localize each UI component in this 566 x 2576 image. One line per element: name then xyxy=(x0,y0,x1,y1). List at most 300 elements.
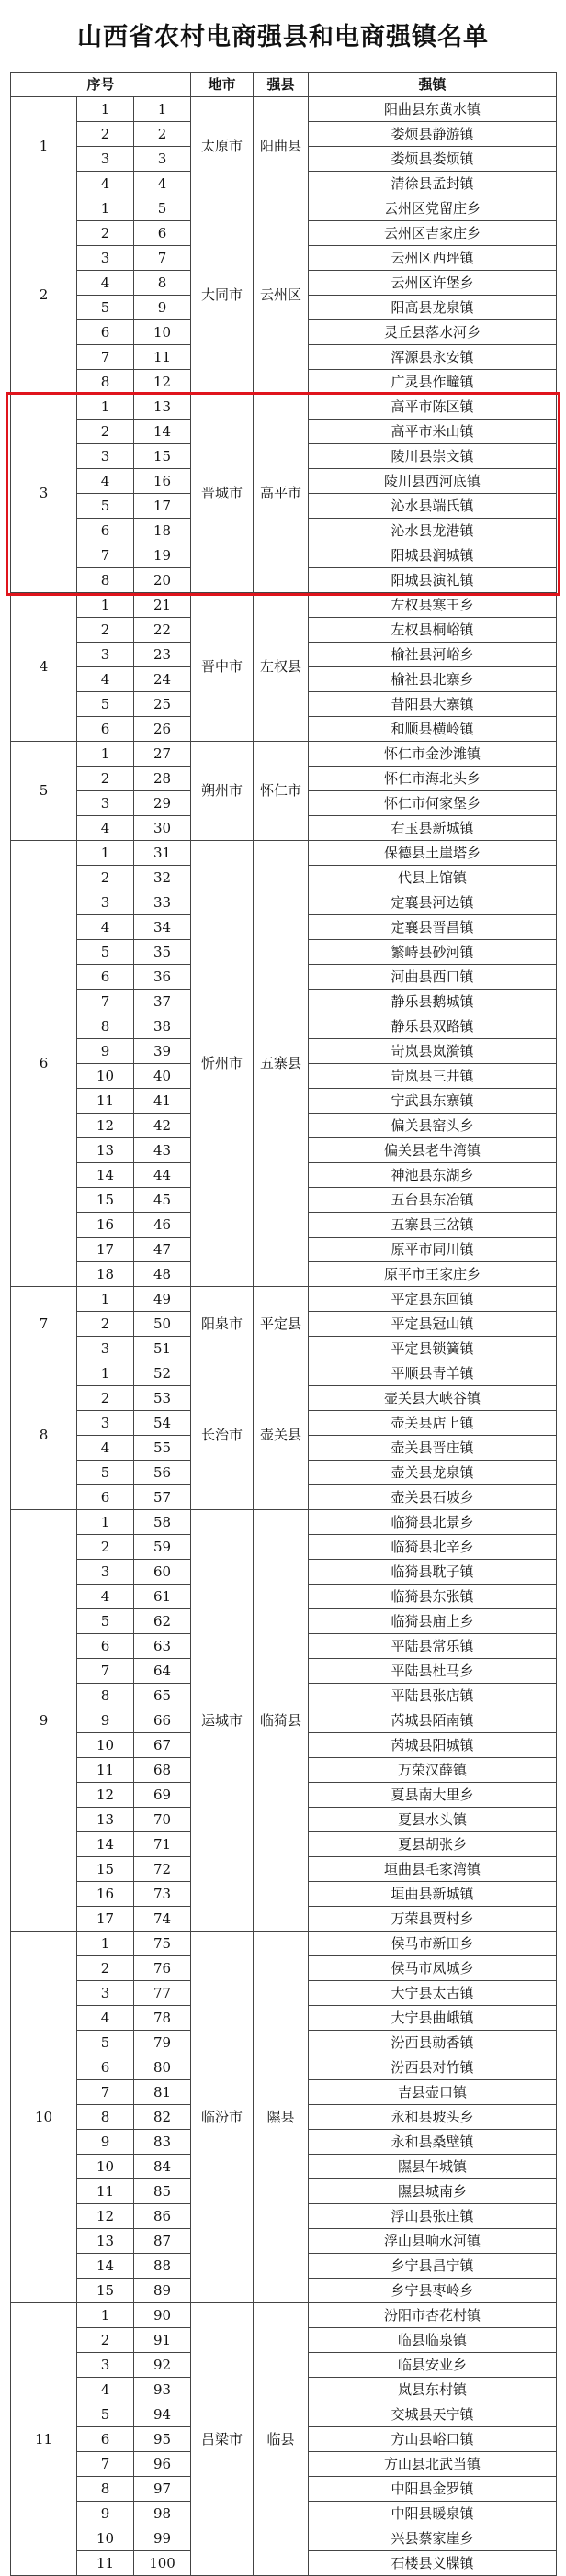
page-title: 山西省农村电商强县和电商强镇名单 xyxy=(77,23,489,51)
global-index: 47 xyxy=(134,1238,191,1262)
town-cell: 右玉县新城镇 xyxy=(309,816,557,841)
local-index: 3 xyxy=(77,1560,134,1585)
local-index: 7 xyxy=(77,543,134,568)
town-cell: 永和县桑壁镇 xyxy=(309,2130,557,2155)
town-cell: 大宁县太古镇 xyxy=(309,1981,557,2006)
town-cell: 方山县北武当镇 xyxy=(309,2452,557,2477)
town-cell: 河曲县西口镇 xyxy=(309,965,557,990)
global-index: 78 xyxy=(134,2006,191,2031)
header-city: 地市 xyxy=(191,73,254,97)
global-index: 89 xyxy=(134,2279,191,2303)
town-cell: 榆社县北寨乡 xyxy=(309,667,557,692)
global-index: 10 xyxy=(134,320,191,345)
town-list-table xyxy=(10,72,557,2576)
local-index: 13 xyxy=(77,1138,134,1163)
local-index: 8 xyxy=(77,2477,134,2502)
city-cell: 长治市 xyxy=(191,1361,254,1510)
local-index: 4 xyxy=(77,1436,134,1461)
local-index: 2 xyxy=(77,420,134,444)
town-cell: 广灵县作疃镇 xyxy=(309,370,557,395)
local-index: 5 xyxy=(77,1609,134,1634)
local-index: 4 xyxy=(77,667,134,692)
global-index: 7 xyxy=(134,246,191,271)
local-index: 17 xyxy=(77,1238,134,1262)
city-cell: 太原市 xyxy=(191,97,254,196)
local-index: 6 xyxy=(77,320,134,345)
global-index: 3 xyxy=(134,147,191,172)
global-index: 98 xyxy=(134,2502,191,2526)
global-index: 60 xyxy=(134,1560,191,1585)
town-cell: 中阳县金罗镇 xyxy=(309,2477,557,2502)
table-row xyxy=(11,395,557,420)
group-number: 9 xyxy=(11,1510,77,1932)
group-number: 10 xyxy=(11,1932,77,2303)
global-index: 41 xyxy=(134,1089,191,1114)
town-cell: 临猗县庙上乡 xyxy=(309,1609,557,1634)
global-index: 81 xyxy=(134,2080,191,2105)
city-cell: 阳泉市 xyxy=(191,1287,254,1361)
global-index: 23 xyxy=(134,643,191,667)
global-index: 45 xyxy=(134,1188,191,1213)
county-cell: 平定县 xyxy=(254,1287,309,1361)
local-index: 15 xyxy=(77,1188,134,1213)
local-index: 9 xyxy=(77,1039,134,1064)
town-cell: 夏县水头镇 xyxy=(309,1808,557,1832)
local-index: 3 xyxy=(77,1411,134,1436)
global-index: 1 xyxy=(134,97,191,122)
global-index: 12 xyxy=(134,370,191,395)
local-index: 2 xyxy=(77,1312,134,1337)
global-index: 14 xyxy=(134,420,191,444)
town-cell: 浮山县张庄镇 xyxy=(309,2204,557,2229)
town-cell: 临猗县北辛乡 xyxy=(309,1535,557,1560)
global-index: 66 xyxy=(134,1708,191,1733)
town-cell: 五台县东冶镇 xyxy=(309,1188,557,1213)
header-county: 强县 xyxy=(254,73,309,97)
town-cell: 和顺县横岭镇 xyxy=(309,717,557,742)
town-cell: 平顺县青羊镇 xyxy=(309,1361,557,1386)
county-cell: 云州区 xyxy=(254,196,309,395)
global-index: 19 xyxy=(134,543,191,568)
town-cell: 芮城县陌南镇 xyxy=(309,1708,557,1733)
global-index: 21 xyxy=(134,593,191,618)
town-cell: 壶关县大峡谷镇 xyxy=(309,1386,557,1411)
global-index: 5 xyxy=(134,196,191,221)
town-cell: 保德县土崖塔乡 xyxy=(309,841,557,866)
global-index: 31 xyxy=(134,841,191,866)
global-index: 6 xyxy=(134,221,191,246)
town-cell: 吉县壶口镇 xyxy=(309,2080,557,2105)
town-cell: 平陆县杜马乡 xyxy=(309,1659,557,1684)
local-index: 5 xyxy=(77,1461,134,1485)
global-index: 99 xyxy=(134,2526,191,2551)
town-cell: 临猗县北景乡 xyxy=(309,1510,557,1535)
local-index: 3 xyxy=(77,147,134,172)
table-row xyxy=(11,196,557,221)
local-index: 2 xyxy=(77,866,134,890)
global-index: 24 xyxy=(134,667,191,692)
local-index: 18 xyxy=(77,1262,134,1287)
global-index: 87 xyxy=(134,2229,191,2254)
table-row xyxy=(11,1510,557,1535)
global-index: 51 xyxy=(134,1337,191,1361)
town-cell: 娄烦县静游镇 xyxy=(309,122,557,147)
town-cell: 沁水县龙港镇 xyxy=(309,519,557,543)
town-cell: 代县上馆镇 xyxy=(309,866,557,890)
global-index: 71 xyxy=(134,1832,191,1857)
town-cell: 左权县桐峪镇 xyxy=(309,618,557,643)
local-index: 8 xyxy=(77,370,134,395)
county-cell: 壶关县 xyxy=(254,1361,309,1510)
global-index: 54 xyxy=(134,1411,191,1436)
global-index: 57 xyxy=(134,1485,191,1510)
local-index: 15 xyxy=(77,2279,134,2303)
local-index: 5 xyxy=(77,940,134,965)
town-cell: 定襄县晋昌镇 xyxy=(309,915,557,940)
town-cell: 平定县东回镇 xyxy=(309,1287,557,1312)
local-index: 5 xyxy=(77,494,134,519)
local-index: 1 xyxy=(77,395,134,420)
global-index: 91 xyxy=(134,2328,191,2353)
town-cell: 临县安业乡 xyxy=(309,2353,557,2378)
town-cell: 浮山县响水河镇 xyxy=(309,2229,557,2254)
table-row xyxy=(11,841,557,866)
local-index: 4 xyxy=(77,2006,134,2031)
town-cell: 夏县胡张乡 xyxy=(309,1832,557,1857)
town-cell: 宁武县东寨镇 xyxy=(309,1089,557,1114)
local-index: 5 xyxy=(77,296,134,320)
town-cell: 隰县午城镇 xyxy=(309,2155,557,2179)
town-cell: 定襄县河边镇 xyxy=(309,890,557,915)
town-cell: 娄烦县娄烦镇 xyxy=(309,147,557,172)
town-cell: 阳城县演礼镇 xyxy=(309,568,557,593)
town-cell: 云州区党留庄乡 xyxy=(309,196,557,221)
town-cell: 方山县峪口镇 xyxy=(309,2427,557,2452)
city-cell: 晋中市 xyxy=(191,593,254,742)
local-index: 11 xyxy=(77,1089,134,1114)
global-index: 70 xyxy=(134,1808,191,1832)
local-index: 8 xyxy=(77,1014,134,1039)
local-index: 6 xyxy=(77,1485,134,1510)
town-cell: 壶关县店上镇 xyxy=(309,1411,557,1436)
town-cell: 乡宁县昌宁镇 xyxy=(309,2254,557,2279)
local-index: 4 xyxy=(77,915,134,940)
global-index: 94 xyxy=(134,2402,191,2427)
town-cell: 高平市米山镇 xyxy=(309,420,557,444)
local-index: 2 xyxy=(77,122,134,147)
town-cell: 壶关县龙泉镇 xyxy=(309,1461,557,1485)
table-row xyxy=(11,593,557,618)
town-cell: 繁峙县砂河镇 xyxy=(309,940,557,965)
global-index: 67 xyxy=(134,1733,191,1758)
local-index: 7 xyxy=(77,345,134,370)
global-index: 25 xyxy=(134,692,191,717)
town-cell: 垣曲县毛家湾镇 xyxy=(309,1857,557,1882)
global-index: 68 xyxy=(134,1758,191,1783)
global-index: 92 xyxy=(134,2353,191,2378)
county-cell: 五寨县 xyxy=(254,841,309,1287)
local-index: 7 xyxy=(77,990,134,1014)
local-index: 15 xyxy=(77,1857,134,1882)
local-index: 2 xyxy=(77,1535,134,1560)
county-cell: 临县 xyxy=(254,2303,309,2576)
global-index: 80 xyxy=(134,2055,191,2080)
town-cell: 乡宁县枣岭乡 xyxy=(309,2279,557,2303)
town-cell: 垣曲县新城镇 xyxy=(309,1882,557,1907)
global-index: 46 xyxy=(134,1213,191,1238)
town-cell: 清徐县孟封镇 xyxy=(309,172,557,196)
city-cell: 临汾市 xyxy=(191,1932,254,2303)
town-cell: 云州区许堡乡 xyxy=(309,271,557,296)
town-cell: 万荣汉薛镇 xyxy=(309,1758,557,1783)
local-index: 4 xyxy=(77,271,134,296)
county-cell: 左权县 xyxy=(254,593,309,742)
county-cell: 临猗县 xyxy=(254,1510,309,1932)
global-index: 93 xyxy=(134,2378,191,2402)
town-cell: 榆社县河峪乡 xyxy=(309,643,557,667)
table-row xyxy=(11,1932,557,1956)
global-index: 36 xyxy=(134,965,191,990)
global-index: 38 xyxy=(134,1014,191,1039)
local-index: 4 xyxy=(77,172,134,196)
town-cell: 平陆县张店镇 xyxy=(309,1684,557,1708)
town-cell: 兴县蔡家崖乡 xyxy=(309,2526,557,2551)
local-index: 7 xyxy=(77,2452,134,2477)
global-index: 22 xyxy=(134,618,191,643)
local-index: 12 xyxy=(77,2204,134,2229)
table-body xyxy=(11,97,557,2576)
local-index: 16 xyxy=(77,1213,134,1238)
global-index: 17 xyxy=(134,494,191,519)
town-cell: 神池县东湖乡 xyxy=(309,1163,557,1188)
local-index: 11 xyxy=(77,2551,134,2576)
global-index: 39 xyxy=(134,1039,191,1064)
local-index: 1 xyxy=(77,742,134,767)
local-index: 1 xyxy=(77,841,134,866)
global-index: 88 xyxy=(134,2254,191,2279)
global-index: 32 xyxy=(134,866,191,890)
global-index: 53 xyxy=(134,1386,191,1411)
local-index: 6 xyxy=(77,717,134,742)
town-cell: 中阳县暖泉镇 xyxy=(309,2502,557,2526)
global-index: 61 xyxy=(134,1585,191,1609)
town-cell: 临猗县东张镇 xyxy=(309,1585,557,1609)
local-index: 5 xyxy=(77,2402,134,2427)
table-row xyxy=(11,742,557,767)
global-index: 11 xyxy=(134,345,191,370)
global-index: 58 xyxy=(134,1510,191,1535)
town-cell: 汾西县勍香镇 xyxy=(309,2031,557,2055)
group-number: 6 xyxy=(11,841,77,1287)
group-number: 4 xyxy=(11,593,77,742)
local-index: 1 xyxy=(77,1932,134,1956)
global-index: 44 xyxy=(134,1163,191,1188)
town-cell: 怀仁市何家堡乡 xyxy=(309,791,557,816)
global-index: 48 xyxy=(134,1262,191,1287)
global-index: 42 xyxy=(134,1114,191,1138)
global-index: 2 xyxy=(134,122,191,147)
global-index: 63 xyxy=(134,1634,191,1659)
local-index: 6 xyxy=(77,519,134,543)
global-index: 56 xyxy=(134,1461,191,1485)
local-index: 11 xyxy=(77,1758,134,1783)
global-index: 77 xyxy=(134,1981,191,2006)
global-index: 8 xyxy=(134,271,191,296)
global-index: 69 xyxy=(134,1783,191,1808)
town-cell: 阳高县龙泉镇 xyxy=(309,296,557,320)
local-index: 1 xyxy=(77,593,134,618)
local-index: 13 xyxy=(77,1808,134,1832)
global-index: 65 xyxy=(134,1684,191,1708)
global-index: 49 xyxy=(134,1287,191,1312)
town-cell: 怀仁市金沙滩镇 xyxy=(309,742,557,767)
town-cell: 石楼县义牒镇 xyxy=(309,2551,557,2576)
town-cell: 昔阳县大寨镇 xyxy=(309,692,557,717)
local-index: 6 xyxy=(77,2427,134,2452)
global-index: 52 xyxy=(134,1361,191,1386)
local-index: 2 xyxy=(77,1956,134,1981)
local-index: 9 xyxy=(77,2130,134,2155)
town-cell: 夏县南大里乡 xyxy=(309,1783,557,1808)
group-number: 2 xyxy=(11,196,77,395)
town-cell: 岢岚县三井镇 xyxy=(309,1064,557,1089)
town-cell: 云州区吉家庄乡 xyxy=(309,221,557,246)
town-cell: 平定县冠山镇 xyxy=(309,1312,557,1337)
global-index: 43 xyxy=(134,1138,191,1163)
town-cell: 隰县城南乡 xyxy=(309,2179,557,2204)
local-index: 9 xyxy=(77,1708,134,1733)
local-index: 6 xyxy=(77,1634,134,1659)
local-index: 14 xyxy=(77,2254,134,2279)
global-index: 90 xyxy=(134,2303,191,2328)
global-index: 55 xyxy=(134,1436,191,1461)
local-index: 4 xyxy=(77,816,134,841)
global-index: 62 xyxy=(134,1609,191,1634)
local-index: 11 xyxy=(77,2179,134,2204)
town-cell: 高平市陈区镇 xyxy=(309,395,557,420)
local-index: 14 xyxy=(77,1832,134,1857)
global-index: 27 xyxy=(134,742,191,767)
town-cell: 五寨县三岔镇 xyxy=(309,1213,557,1238)
group-number: 8 xyxy=(11,1361,77,1510)
town-cell: 沁水县端氏镇 xyxy=(309,494,557,519)
table-row xyxy=(11,97,557,122)
local-index: 3 xyxy=(77,643,134,667)
local-index: 4 xyxy=(77,469,134,494)
local-index: 3 xyxy=(77,1337,134,1361)
local-index: 8 xyxy=(77,2105,134,2130)
town-cell: 偏关县窑头乡 xyxy=(309,1114,557,1138)
local-index: 1 xyxy=(77,97,134,122)
table-row xyxy=(11,1287,557,1312)
local-index: 4 xyxy=(77,1585,134,1609)
local-index: 7 xyxy=(77,2080,134,2105)
global-index: 35 xyxy=(134,940,191,965)
local-index: 8 xyxy=(77,1684,134,1708)
town-cell: 平定县锁簧镇 xyxy=(309,1337,557,1361)
group-number: 7 xyxy=(11,1287,77,1361)
town-cell: 大宁县曲峨镇 xyxy=(309,2006,557,2031)
global-index: 85 xyxy=(134,2179,191,2204)
local-index: 4 xyxy=(77,2378,134,2402)
local-index: 1 xyxy=(77,1287,134,1312)
global-index: 82 xyxy=(134,2105,191,2130)
town-cell: 静乐县双路镇 xyxy=(309,1014,557,1039)
local-index: 10 xyxy=(77,2526,134,2551)
town-cell: 汾阳市杏花村镇 xyxy=(309,2303,557,2328)
town-cell: 壶关县石坡乡 xyxy=(309,1485,557,1510)
city-cell: 大同市 xyxy=(191,196,254,395)
town-cell: 平陆县常乐镇 xyxy=(309,1634,557,1659)
global-index: 74 xyxy=(134,1907,191,1932)
county-cell: 阳曲县 xyxy=(254,97,309,196)
local-index: 1 xyxy=(77,2303,134,2328)
town-cell: 芮城县阳城镇 xyxy=(309,1733,557,1758)
local-index: 8 xyxy=(77,568,134,593)
town-cell: 侯马市新田乡 xyxy=(309,1932,557,1956)
local-index: 2 xyxy=(77,618,134,643)
global-index: 97 xyxy=(134,2477,191,2502)
global-index: 30 xyxy=(134,816,191,841)
town-cell: 陵川县崇文镇 xyxy=(309,444,557,469)
local-index: 1 xyxy=(77,1361,134,1386)
local-index: 2 xyxy=(77,767,134,791)
town-cell: 左权县寒王乡 xyxy=(309,593,557,618)
group-number: 5 xyxy=(11,742,77,841)
town-cell: 怀仁市海北头乡 xyxy=(309,767,557,791)
local-index: 2 xyxy=(77,221,134,246)
local-index: 3 xyxy=(77,1981,134,2006)
global-index: 59 xyxy=(134,1535,191,1560)
global-index: 34 xyxy=(134,915,191,940)
town-cell: 临县临泉镇 xyxy=(309,2328,557,2353)
group-number: 3 xyxy=(11,395,77,593)
global-index: 50 xyxy=(134,1312,191,1337)
global-index: 37 xyxy=(134,990,191,1014)
global-index: 40 xyxy=(134,1064,191,1089)
town-cell: 陵川县西河底镇 xyxy=(309,469,557,494)
town-cell: 汾西县对竹镇 xyxy=(309,2055,557,2080)
group-number: 11 xyxy=(11,2303,77,2576)
header-town: 强镇 xyxy=(309,73,557,97)
town-cell: 侯马市凤城乡 xyxy=(309,1956,557,1981)
global-index: 100 xyxy=(134,2551,191,2576)
local-index: 7 xyxy=(77,1659,134,1684)
town-cell: 云州区西坪镇 xyxy=(309,246,557,271)
town-cell: 阳城县润城镇 xyxy=(309,543,557,568)
local-index: 5 xyxy=(77,692,134,717)
local-index: 2 xyxy=(77,2328,134,2353)
local-index: 12 xyxy=(77,1783,134,1808)
global-index: 72 xyxy=(134,1857,191,1882)
town-cell: 灵丘县落水河乡 xyxy=(309,320,557,345)
global-index: 4 xyxy=(134,172,191,196)
local-index: 3 xyxy=(77,791,134,816)
local-index: 12 xyxy=(77,1114,134,1138)
local-index: 14 xyxy=(77,1163,134,1188)
local-index: 1 xyxy=(77,1510,134,1535)
group-number: 1 xyxy=(11,97,77,196)
global-index: 18 xyxy=(134,519,191,543)
global-index: 33 xyxy=(134,890,191,915)
local-index: 3 xyxy=(77,444,134,469)
county-cell: 隰县 xyxy=(254,1932,309,2303)
city-cell: 朔州市 xyxy=(191,742,254,841)
local-index: 10 xyxy=(77,2155,134,2179)
town-cell: 静乐县鹅城镇 xyxy=(309,990,557,1014)
town-cell: 壶关县晋庄镇 xyxy=(309,1436,557,1461)
global-index: 83 xyxy=(134,2130,191,2155)
